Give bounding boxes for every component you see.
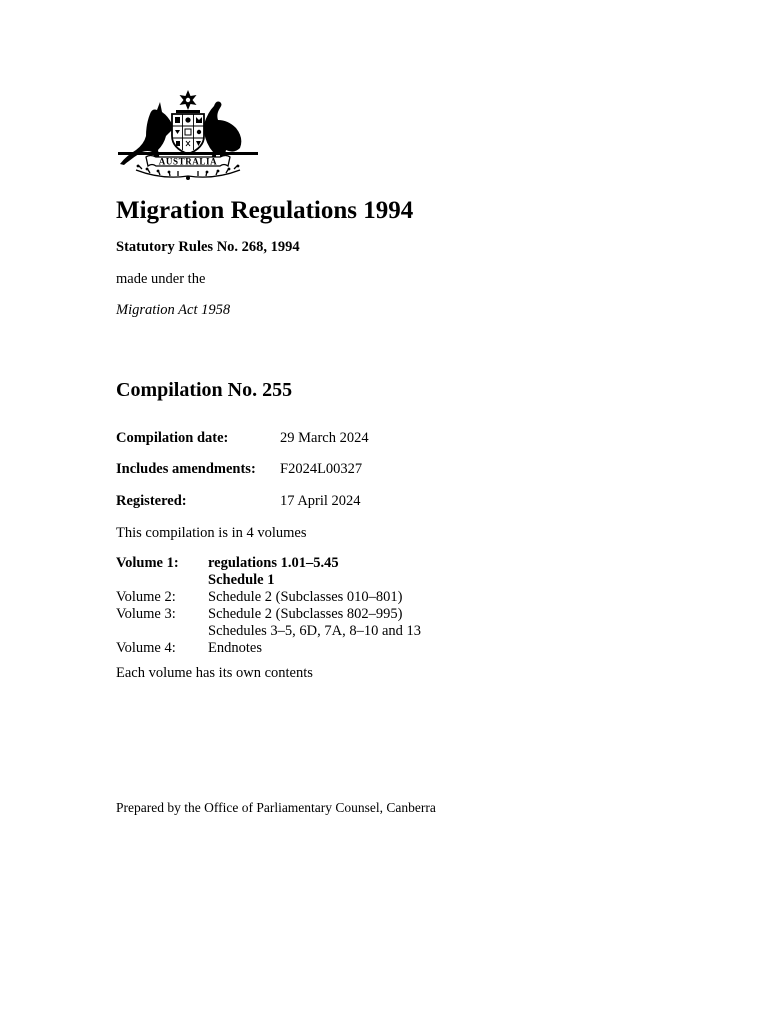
volume-row	[116, 555, 516, 589]
volumes-intro: This compilation is in 4 volumes	[116, 525, 307, 541]
compilation-date-label: Compilation date:	[116, 430, 229, 446]
wattle-icon	[136, 165, 240, 177]
includes-amendments-label: Includes amendments:	[116, 461, 256, 477]
registered-value: 17 April 2024	[280, 493, 361, 509]
volume-content-line: Schedule 1	[208, 572, 275, 588]
star-icon	[180, 90, 197, 110]
ribbon-text: AUSTRALIA	[158, 156, 218, 167]
statutory-rules-number: Statutory Rules No. 268, 1994	[116, 239, 300, 255]
volume-contents	[208, 555, 339, 589]
volume-row	[116, 606, 516, 640]
volume-content-line: Schedule 2 (Subclasses 802–995)	[208, 606, 403, 622]
compilation-date-value: 29 March 2024	[280, 430, 369, 446]
document-title: Migration Regulations 1994	[116, 197, 414, 224]
volume-contents	[208, 589, 403, 606]
volume-label: Volume 4:	[116, 640, 176, 656]
volume-contents	[208, 640, 262, 657]
volume-content-line: Endnotes	[208, 640, 262, 656]
ribbon-icon	[146, 156, 230, 167]
includes-amendments-value: F2024L00327	[280, 461, 363, 477]
volume-label: Volume 2:	[116, 589, 176, 605]
volume-content-line: Schedule 2 (Subclasses 010–801)	[208, 589, 403, 605]
prepared-by-note: Prepared by the Office of Parliamentary Counsel, Canberra	[116, 800, 436, 815]
volume-label: Volume 3:	[116, 606, 176, 622]
compilation-heading: Compilation No. 255	[116, 379, 293, 401]
volume-content-line: regulations 1.01–5.45	[208, 555, 339, 571]
enabling-act-name: Migration Act 1958	[116, 302, 231, 318]
coat-of-arms-icon	[116, 86, 260, 182]
volume-list	[116, 555, 516, 657]
volume-label: Volume 1:	[116, 555, 179, 571]
volume-content-line: Schedules 3–5, 6D, 7A, 8–10 and 13	[208, 623, 422, 639]
made-under-text: made under the	[116, 271, 206, 287]
volume-row	[116, 589, 516, 606]
each-volume-note: Each volume has its own contents	[116, 665, 313, 681]
registered-label: Registered:	[116, 493, 187, 509]
volume-row	[116, 640, 516, 657]
volume-contents	[208, 606, 421, 640]
shield-icon	[172, 114, 204, 154]
